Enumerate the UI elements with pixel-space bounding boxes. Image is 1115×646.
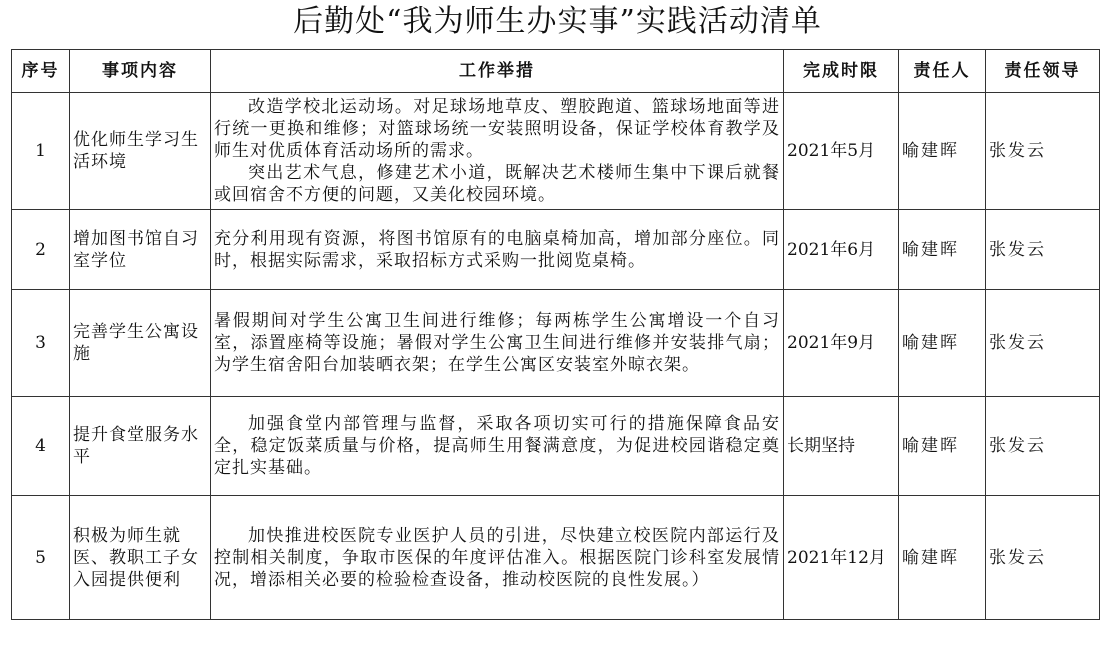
row-item: 积极为师生就医、教职工子女入园提供便利 — [70, 496, 211, 620]
row-leader: 张发云 — [986, 93, 1100, 210]
measure-paragraph: 突出艺术气息，修建艺术小道，既解决艺术楼师生集中下课后就餐或回宿舍不方便的问题，又美化校园环境。 — [214, 163, 780, 205]
row-person: 喻建晖 — [899, 397, 986, 496]
measure-paragraph: 加强食堂内部管理与监督，采取各项切实可行的措施保障食品安全，稳定饭菜质量与价格，提高师生用餐满意度，为促进校园谐稳定奠定扎实基础。 — [214, 414, 780, 478]
row-measures — [211, 210, 784, 290]
row-measures — [211, 397, 784, 496]
row-no: 5 — [12, 496, 70, 620]
row-person: 喻建晖 — [899, 496, 986, 620]
row-no: 3 — [12, 290, 70, 397]
header-no: 序号 — [12, 50, 70, 93]
table-header-row — [12, 50, 1100, 93]
table-row — [12, 210, 1100, 290]
table-row — [12, 496, 1100, 620]
row-person: 喻建晖 — [899, 210, 986, 290]
page-title: 后勤处“我为师生办实事”实践活动清单 — [293, 4, 822, 39]
row-item: 优化师生学习生活环境 — [70, 93, 211, 210]
row-person: 喻建晖 — [899, 290, 986, 397]
row-no: 2 — [12, 210, 70, 290]
row-leader: 张发云 — [986, 397, 1100, 496]
row-deadline: 2021年5月 — [784, 93, 899, 210]
row-deadline: 2021年9月 — [784, 290, 899, 397]
header-person: 责任人 — [899, 50, 986, 93]
row-deadline: 2021年6月 — [784, 210, 899, 290]
measure-paragraph: 充分利用现有资源，将图书馆原有的电脑桌椅加高，增加部分座位。同时，根据实际需求，采取招标方式采购一批阅览桌椅。 — [214, 228, 780, 271]
row-no: 4 — [12, 397, 70, 496]
row-deadline: 长期坚持 — [784, 397, 899, 496]
table-row — [12, 290, 1100, 397]
header-deadline: 完成时限 — [784, 50, 899, 93]
row-measures — [211, 93, 784, 210]
table-row — [12, 397, 1100, 496]
row-measures — [211, 496, 784, 620]
activity-list-table — [11, 49, 1100, 620]
header-leader: 责任领导 — [986, 50, 1100, 93]
row-item: 完善学生公寓设施 — [70, 290, 211, 397]
row-item: 增加图书馆自习室学位 — [70, 210, 211, 290]
row-person: 喻建晖 — [899, 93, 986, 210]
row-deadline: 2021年12月 — [784, 496, 899, 620]
row-leader: 张发云 — [986, 290, 1100, 397]
row-leader: 张发云 — [986, 496, 1100, 620]
row-no: 1 — [12, 93, 70, 210]
row-measures — [211, 290, 784, 397]
header-item: 事项内容 — [70, 50, 211, 93]
measure-paragraph: 改造学校北运动场。对足球场地草皮、塑胶跑道、篮球场地面等进行统一更换和维修；对篮球场统一安装照明设备，保证学校体育教学及师生对优质体育活动场所的需求。 — [214, 97, 780, 161]
row-leader: 张发云 — [986, 210, 1100, 290]
table-row — [12, 93, 1100, 210]
row-item: 提升食堂服务水平 — [70, 397, 211, 496]
header-measures: 工作举措 — [211, 50, 784, 93]
measure-paragraph: 加快推进校医院专业医护人员的引进，尽快建立校医院内部运行及控制相关制度，争取市医保的年度评估准入。根据医院门诊科室发展情况，增添相关必要的检验检查设备，推动校医院的良性发展。） — [214, 525, 780, 590]
measure-paragraph: 暑假期间对学生公寓卫生间进行维修；每两栋学生公寓增设一个自习室，添置座椅等设施；暑假对学生公寓卫生间进行维修并安装排气扇；为学生宿舍阳台加装晒衣架；在学生公寓区安装室外晾衣架。 — [214, 311, 780, 375]
